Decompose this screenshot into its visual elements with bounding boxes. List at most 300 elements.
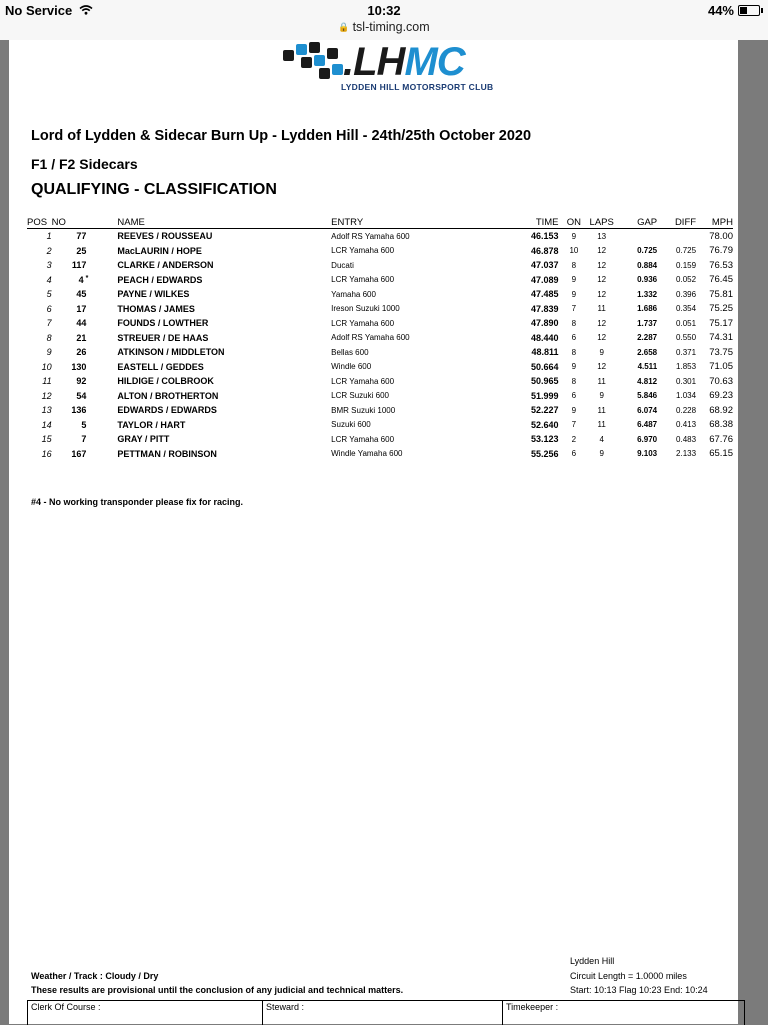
result-no	[52, 447, 87, 462]
result-no-value: 92	[76, 376, 87, 387]
result-gap	[614, 273, 657, 288]
result-time-value: 47.089	[531, 274, 559, 285]
result-gap	[614, 258, 657, 273]
result-gap-value: 0.884	[637, 260, 658, 270]
result-name-value: ALTON / BROTHERTON	[117, 390, 219, 401]
result-gap-value: 4.511	[637, 362, 658, 372]
result-time-value: 46.878	[531, 245, 559, 256]
result-mph-value: 68.92	[709, 404, 733, 416]
result-no-value: 4	[78, 274, 84, 285]
result-laps-value: 9	[599, 347, 604, 357]
result-mph-value: 67.76	[709, 433, 733, 445]
result-pos-value: 13	[41, 405, 52, 416]
result-entry	[331, 316, 505, 331]
result-no-value: 45	[76, 289, 87, 300]
result-entry-value: LCR Yamaha 600	[331, 275, 395, 285]
result-on-lap-value: 9	[571, 405, 577, 415]
result-time	[505, 360, 558, 375]
result-on-lap	[559, 331, 590, 346]
result-pos-value: 3	[46, 260, 52, 271]
result-no-value: 17	[76, 303, 87, 314]
result-name-value: THOMAS / JAMES	[117, 303, 195, 314]
result-diff	[657, 432, 696, 447]
result-laps	[589, 432, 614, 447]
result-mph	[696, 403, 733, 418]
result-time-value: 46.153	[531, 231, 559, 242]
result-pos-value: 12	[41, 390, 52, 401]
result-pos-value: 2	[46, 245, 52, 256]
result-name-value: ATKINSON / MIDDLETON	[117, 347, 225, 358]
result-no	[52, 360, 87, 375]
result-on-lap-value: 8	[571, 318, 577, 328]
result-on-lap-value: 8	[571, 347, 577, 357]
table-header-row	[27, 213, 733, 229]
clock: 10:32	[367, 3, 401, 18]
result-no-value: 21	[76, 332, 87, 343]
result-name-value: PETTMAN / ROBINSON	[117, 448, 217, 459]
result-time	[505, 447, 558, 462]
result-on-lap-value: 10	[569, 246, 579, 256]
result-entry	[331, 229, 505, 244]
result-mph-value: 69.23	[709, 390, 733, 402]
result-time-value: 48.440	[531, 332, 559, 343]
result-laps-value: 12	[597, 362, 607, 372]
result-gap-value: 2.658	[637, 347, 658, 357]
result-time-value: 47.839	[531, 303, 559, 314]
result-pos	[27, 273, 52, 288]
result-name	[86, 418, 331, 433]
result-time-value: 51.999	[531, 390, 559, 401]
result-entry	[331, 418, 505, 433]
table-row	[27, 403, 733, 418]
result-name-value: FOUNDS / LOWTHER	[117, 318, 209, 329]
result-mph	[696, 273, 733, 288]
result-laps	[589, 403, 614, 418]
col-time: TIME	[505, 213, 558, 229]
result-mph	[696, 360, 733, 375]
result-diff-value: 0.550	[676, 333, 697, 343]
result-mph-value: 70.63	[709, 375, 733, 387]
result-no-value: 7	[81, 434, 87, 445]
result-mph-value: 71.05	[709, 361, 733, 373]
result-pos	[27, 447, 52, 462]
circuit-info	[570, 954, 708, 998]
result-mph-value: 76.79	[709, 245, 733, 257]
result-entry-value: Ducati	[331, 260, 354, 270]
result-no-value: 136	[71, 405, 87, 416]
result-time-value: 52.227	[531, 405, 559, 416]
result-name-value: HILDIGE / COLBROOK	[117, 376, 214, 387]
result-pos-value: 1	[46, 231, 52, 242]
result-name	[86, 432, 331, 447]
result-diff-value: 0.371	[676, 347, 697, 357]
result-time-value: 47.890	[531, 318, 559, 329]
result-pos	[27, 374, 52, 389]
result-time	[505, 244, 558, 259]
col-mph: MPH	[696, 213, 733, 229]
result-laps-value: 12	[597, 289, 607, 299]
result-laps	[589, 302, 614, 317]
result-time	[505, 418, 558, 433]
result-no-value: 130	[71, 361, 87, 372]
result-time	[505, 403, 558, 418]
table-row	[27, 273, 733, 288]
result-laps	[589, 316, 614, 331]
result-name-value: PAYNE / WILKES	[117, 289, 190, 300]
result-laps-value: 13	[597, 231, 607, 241]
result-pos-value: 5	[46, 289, 52, 300]
result-entry-value: Yamaha 600	[331, 289, 376, 299]
lock-icon: 🔒	[338, 22, 350, 32]
carrier-label: No Service	[5, 3, 73, 18]
result-mph	[696, 432, 733, 447]
result-on-lap	[559, 229, 590, 244]
result-on-lap-value: 8	[571, 260, 577, 270]
session-times: Start: 10:13 Flag 10:23 End: 10:24	[570, 985, 708, 995]
result-on-lap	[559, 345, 590, 360]
result-on-lap	[559, 302, 590, 317]
result-mph-value: 65.15	[709, 448, 733, 460]
result-laps	[589, 229, 614, 244]
result-diff	[657, 302, 696, 317]
result-name-value: PEACH / EDWARDS	[117, 274, 203, 285]
result-laps-value: 9	[599, 391, 604, 401]
result-name	[86, 258, 331, 273]
battery-fill	[740, 7, 747, 14]
result-diff	[657, 331, 696, 346]
result-entry-value: Adolf RS Yamaha 600	[331, 333, 410, 343]
result-pos-value: 15	[41, 434, 52, 445]
result-no-value: 25	[76, 245, 87, 256]
class-title: F1 / F2 Sidecars	[31, 156, 138, 172]
status-bar	[0, 0, 768, 20]
result-gap	[614, 287, 657, 302]
table-row	[27, 447, 733, 462]
result-no	[52, 403, 87, 418]
result-entry-value: LCR Yamaha 600	[331, 318, 395, 328]
result-gap-value: 1.737	[637, 318, 658, 328]
result-entry	[331, 360, 505, 375]
battery-percent: 44%	[707, 3, 734, 18]
result-entry	[331, 258, 505, 273]
result-on-lap-value: 2	[571, 434, 577, 444]
table-row	[27, 331, 733, 346]
col-no: NO	[52, 213, 87, 229]
result-laps-value: 4	[599, 434, 604, 444]
event-title: Lord of Lydden & Sidecar Burn Up - Lydden Hill - 24th/25th October 2020	[31, 128, 532, 144]
result-name-value: CLARKE / ANDERSON	[117, 260, 214, 271]
result-on-lap	[559, 287, 590, 302]
provisional-notice: These results are provisional until the conclusion of any judicial and technical matters.	[31, 985, 404, 995]
result-no-value: 77	[76, 231, 87, 242]
result-pos	[27, 287, 52, 302]
result-name	[86, 287, 331, 302]
result-name	[86, 345, 331, 360]
result-on-lap	[559, 273, 590, 288]
result-pos-value: 10	[41, 361, 52, 372]
results-document	[9, 40, 738, 1024]
result-time	[505, 229, 558, 244]
result-name	[86, 389, 331, 404]
result-mph	[696, 244, 733, 259]
result-on-lap-value: 9	[571, 275, 577, 285]
result-pos	[27, 403, 52, 418]
result-name-value: REEVES / ROUSSEAU	[117, 231, 213, 242]
table-row	[27, 287, 733, 302]
result-diff-value: 0.051	[676, 318, 697, 328]
result-diff-value: 0.159	[676, 260, 697, 270]
result-laps	[589, 244, 614, 259]
result-time	[505, 258, 558, 273]
result-on-lap-value: 6	[571, 391, 577, 401]
result-no	[52, 273, 87, 288]
result-time-value: 50.664	[531, 361, 559, 372]
logo-squares-icon	[281, 42, 341, 84]
result-pos-value: 6	[46, 303, 52, 314]
table-row	[27, 244, 733, 259]
result-on-lap	[559, 258, 590, 273]
result-no	[52, 287, 87, 302]
result-pos-value: 7	[46, 318, 52, 329]
result-diff	[657, 418, 696, 433]
result-on-lap	[559, 403, 590, 418]
result-on-lap	[559, 244, 590, 259]
table-row	[27, 374, 733, 389]
result-mph-value: 75.17	[709, 317, 733, 329]
result-no-value: 44	[76, 318, 87, 329]
result-laps	[589, 273, 614, 288]
result-entry-value: LCR Yamaha 600	[331, 246, 395, 256]
result-laps	[589, 287, 614, 302]
result-entry-value: Bellas 600	[331, 347, 369, 357]
result-on-lap	[559, 360, 590, 375]
result-mph-value: 76.45	[709, 274, 733, 286]
result-gap	[614, 331, 657, 346]
timekeeper-box: Timekeeper :	[503, 1001, 745, 1025]
result-entry	[331, 273, 505, 288]
col-name: NAME	[86, 213, 331, 229]
result-no	[52, 316, 87, 331]
result-pos-value: 8	[46, 332, 52, 343]
result-pos	[27, 302, 52, 317]
result-entry	[331, 374, 505, 389]
result-diff-value: 0.301	[676, 376, 697, 386]
result-entry-value: Ireson Suzuki 1000	[331, 304, 400, 314]
result-on-lap-value: 7	[571, 304, 577, 314]
session-title: QUALIFYING - CLASSIFICATION	[31, 181, 277, 198]
result-name	[86, 229, 331, 244]
result-laps-value: 9	[599, 449, 604, 459]
result-gap-value: 0.936	[637, 275, 658, 285]
lhmc-logo	[281, 42, 496, 98]
result-entry	[331, 389, 505, 404]
result-diff	[657, 258, 696, 273]
table-row	[27, 258, 733, 273]
result-mph-value: 73.75	[709, 346, 733, 358]
result-on-lap	[559, 447, 590, 462]
result-diff-value: 2.133	[676, 449, 697, 459]
circuit-name: Lydden Hill	[570, 956, 615, 966]
result-pos-value: 9	[46, 347, 52, 358]
result-pos-value: 14	[41, 419, 52, 430]
result-time-value: 47.037	[531, 260, 559, 271]
result-entry	[331, 345, 505, 360]
result-gap	[614, 432, 657, 447]
result-laps-value: 12	[597, 333, 607, 343]
result-pos	[27, 244, 52, 259]
result-time-value: 47.485	[531, 289, 559, 300]
result-mph	[696, 345, 733, 360]
result-gap	[614, 389, 657, 404]
result-entry-value: LCR Yamaha 600	[331, 376, 395, 386]
result-pos	[27, 418, 52, 433]
table-row	[27, 418, 733, 433]
result-on-lap-value: 8	[571, 376, 577, 386]
result-no	[52, 331, 87, 346]
result-laps	[589, 374, 614, 389]
result-laps	[589, 345, 614, 360]
result-mph	[696, 447, 733, 462]
result-on-lap	[559, 316, 590, 331]
result-diff	[657, 360, 696, 375]
result-no-value: 5	[81, 419, 87, 430]
result-gap-value: 6.487	[637, 420, 658, 430]
result-entry	[331, 403, 505, 418]
result-on-lap-value: 7	[571, 420, 577, 430]
result-gap-value: 4.812	[637, 376, 658, 386]
result-mph-value: 75.81	[709, 288, 733, 300]
result-pos-value: 11	[42, 376, 52, 387]
result-mph	[696, 331, 733, 346]
result-gap	[614, 345, 657, 360]
url-domain: tsl-timing.com	[352, 20, 430, 34]
result-gap-value: 1.686	[637, 304, 658, 314]
result-gap	[614, 316, 657, 331]
result-name-value: EASTELL / GEDDES	[117, 361, 204, 372]
result-mph	[696, 287, 733, 302]
result-gap-value: 6.970	[637, 434, 658, 444]
circuit-length: Circuit Length = 1.0000 miles	[570, 970, 687, 981]
result-pos	[27, 360, 52, 375]
result-gap	[614, 360, 657, 375]
url-bar[interactable]	[0, 20, 768, 40]
result-diff	[657, 273, 696, 288]
result-diff-value: 0.413	[676, 420, 697, 430]
weather-track: Weather / Track : Cloudy / Dry	[31, 971, 159, 981]
result-name	[86, 403, 331, 418]
result-no	[52, 389, 87, 404]
col-diff: DIFF	[657, 213, 696, 229]
table-row	[27, 316, 733, 331]
col-gap: GAP	[614, 213, 657, 229]
result-no	[52, 244, 87, 259]
result-name	[86, 374, 331, 389]
table-row	[27, 432, 733, 447]
result-entry-value: LCR Suzuki 600	[331, 391, 389, 401]
result-mph-value: 76.53	[709, 259, 733, 271]
result-pos	[27, 316, 52, 331]
logo-subtitle: LYDDEN HILL MOTORSPORT CLUB	[341, 82, 494, 92]
no-transponder-flag: *	[85, 274, 89, 282]
result-mph	[696, 229, 733, 244]
result-name	[86, 447, 331, 462]
result-time-value: 48.811	[531, 347, 559, 358]
table-row	[27, 345, 733, 360]
result-on-lap-value: 9	[571, 289, 577, 299]
result-on-lap-value: 6	[571, 333, 577, 343]
steward-box: Steward :	[263, 1001, 503, 1025]
result-mph-value: 68.38	[709, 419, 733, 431]
result-gap	[614, 302, 657, 317]
result-mph	[696, 316, 733, 331]
result-on-lap-value: 9	[571, 231, 577, 241]
result-time	[505, 331, 558, 346]
result-mph	[696, 374, 733, 389]
result-pos	[27, 331, 52, 346]
result-no	[52, 374, 87, 389]
result-laps	[589, 331, 614, 346]
result-laps	[589, 447, 614, 462]
result-entry-value: BMR Suzuki 1000	[331, 405, 396, 415]
result-laps-value: 12	[597, 318, 607, 328]
table-row	[27, 389, 733, 404]
result-diff-value: 0.228	[676, 405, 697, 415]
col-pos: POS	[27, 213, 52, 229]
result-time	[505, 316, 558, 331]
result-entry	[331, 331, 505, 346]
result-name-value: STREUER / DE HAAS	[117, 332, 209, 343]
result-no	[52, 258, 87, 273]
result-diff-value: 0.052	[676, 275, 697, 285]
result-time-value: 55.256	[531, 448, 559, 459]
result-no	[52, 418, 87, 433]
result-gap	[614, 374, 657, 389]
result-name-value: TAYLOR / HART	[117, 419, 186, 430]
result-gap	[614, 403, 657, 418]
result-laps	[589, 258, 614, 273]
result-mph-value: 78.00	[709, 230, 733, 242]
result-mph	[696, 389, 733, 404]
result-name	[86, 316, 331, 331]
result-time	[505, 287, 558, 302]
result-on-lap-value: 9	[571, 362, 577, 372]
result-mph	[696, 302, 733, 317]
transponder-footnote: #4 - No working transponder please fix for racing.	[31, 497, 244, 507]
result-entry	[331, 244, 505, 259]
result-laps	[589, 389, 614, 404]
result-no	[52, 229, 87, 244]
result-gap-value: 6.074	[637, 405, 658, 415]
result-diff	[657, 244, 696, 259]
result-time	[505, 273, 558, 288]
result-diff-value: 0.396	[676, 289, 697, 299]
result-entry-value: Windle Yamaha 600	[331, 449, 403, 459]
battery-status	[708, 3, 760, 18]
result-no-value: 117	[71, 260, 87, 271]
result-no	[52, 302, 87, 317]
result-gap-value: 2.287	[637, 333, 658, 343]
result-laps-value: 11	[597, 420, 606, 430]
result-on-lap	[559, 374, 590, 389]
result-laps-value: 11	[597, 376, 606, 386]
result-name	[86, 273, 331, 288]
result-entry	[331, 302, 505, 317]
result-entry	[331, 447, 505, 462]
result-mph	[696, 418, 733, 433]
result-laps	[589, 418, 614, 433]
result-gap-value: 1.332	[637, 289, 658, 299]
signature-row	[27, 1000, 745, 1025]
